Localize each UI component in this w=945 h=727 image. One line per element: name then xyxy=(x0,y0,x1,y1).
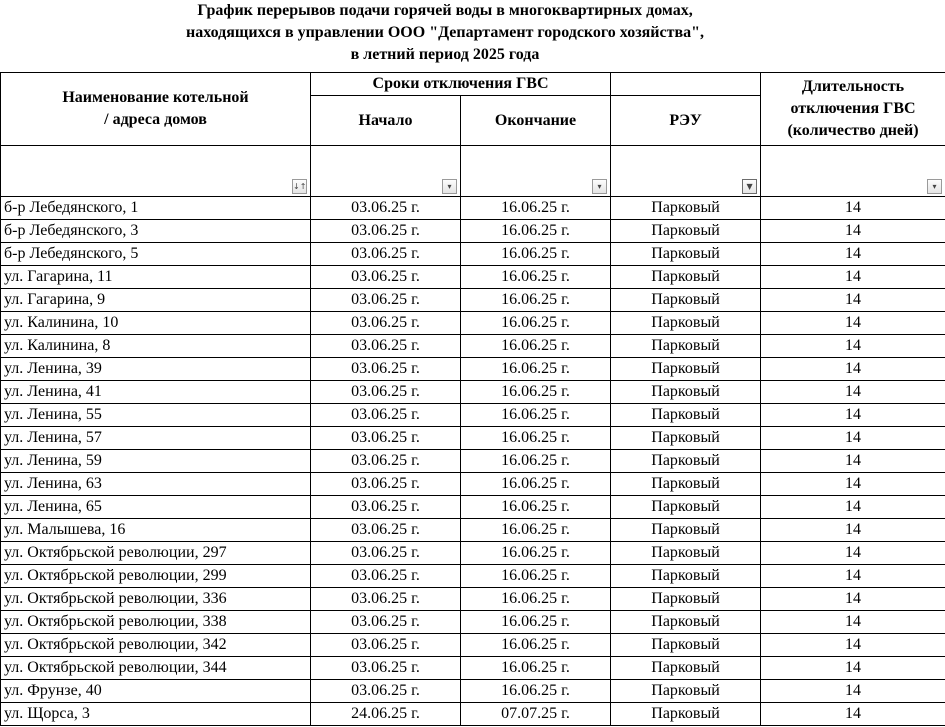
duration-cell[interactable]: 14 xyxy=(761,450,945,473)
table-row xyxy=(1,496,945,519)
table-row xyxy=(1,611,945,634)
start-date-cell[interactable]: 03.06.25 г. xyxy=(311,197,461,220)
address-cell[interactable]: ул. Ленина, 63 xyxy=(1,473,311,496)
address-cell[interactable]: ул. Октябрьской революции, 336 xyxy=(1,588,311,611)
address-cell[interactable]: ул. Гагарина, 11 xyxy=(1,266,311,289)
start-date-cell[interactable]: 03.06.25 г. xyxy=(311,657,461,680)
end-date-cell[interactable]: 16.06.25 г. xyxy=(461,381,611,404)
end-date-cell[interactable]: 16.06.25 г. xyxy=(461,588,611,611)
reu-cell[interactable]: Парковый xyxy=(611,197,761,220)
address-cell[interactable]: ул. Октябрьской революции, 297 xyxy=(1,542,311,565)
reu-cell[interactable]: Парковый xyxy=(611,266,761,289)
header-reu-top xyxy=(611,73,761,96)
title-line-1: График перерывов подачи горячей воды в многоквартирных домах, xyxy=(197,2,693,19)
start-date-cell[interactable]: 03.06.25 г. xyxy=(311,473,461,496)
end-date-cell[interactable]: 16.06.25 г. xyxy=(461,473,611,496)
header-address xyxy=(1,73,311,146)
table-row xyxy=(1,657,945,680)
table-row xyxy=(1,381,945,404)
start-date-cell[interactable]: 03.06.25 г. xyxy=(311,220,461,243)
filter-row xyxy=(1,146,945,197)
start-date-cell[interactable]: 03.06.25 г. xyxy=(311,611,461,634)
reu-cell[interactable]: Парковый xyxy=(611,220,761,243)
reu-cell[interactable]: Парковый xyxy=(611,427,761,450)
table-row xyxy=(1,450,945,473)
header-period: Сроки отключения ГВС xyxy=(311,73,611,96)
address-cell[interactable]: ул. Ленина, 55 xyxy=(1,404,311,427)
header-address-label: Наименование котельной / адреса домов xyxy=(62,89,249,128)
reu-cell[interactable]: Парковый xyxy=(611,680,761,703)
address-cell[interactable]: ул. Гагарина, 9 xyxy=(1,289,311,312)
duration-cell[interactable]: 14 xyxy=(761,703,945,726)
duration-cell[interactable]: 14 xyxy=(761,266,945,289)
end-date-cell[interactable]: 16.06.25 г. xyxy=(461,335,611,358)
end-date-cell[interactable]: 16.06.25 г. xyxy=(461,496,611,519)
end-date-cell[interactable]: 07.07.25 г. xyxy=(461,703,611,726)
table-row xyxy=(1,266,945,289)
header-duration-label: Длительность отключения ГВС (количество дней) xyxy=(787,78,919,139)
duration-cell[interactable]: 14 xyxy=(761,335,945,358)
end-date-cell[interactable]: 16.06.25 г. xyxy=(461,634,611,657)
duration-cell[interactable]: 14 xyxy=(761,289,945,312)
reu-cell[interactable]: Парковый xyxy=(611,404,761,427)
duration-cell[interactable]: 14 xyxy=(761,358,945,381)
filter-cell-address xyxy=(1,146,311,197)
duration-cell[interactable]: 14 xyxy=(761,565,945,588)
title-line-3: в летний период 2025 года xyxy=(350,46,540,63)
reu-cell[interactable]: Парковый xyxy=(611,381,761,404)
end-date-cell[interactable]: 16.06.25 г. xyxy=(461,312,611,335)
start-date-cell[interactable]: 03.06.25 г. xyxy=(311,266,461,289)
table-row xyxy=(1,289,945,312)
table-row xyxy=(1,473,945,496)
end-date-cell[interactable]: 16.06.25 г. xyxy=(461,243,611,266)
duration-cell[interactable]: 14 xyxy=(761,220,945,243)
duration-cell[interactable]: 14 xyxy=(761,197,945,220)
table-row xyxy=(1,335,945,358)
address-cell[interactable]: ул. Октябрьской революции, 344 xyxy=(1,657,311,680)
address-cell[interactable]: ул. Ленина, 57 xyxy=(1,427,311,450)
header-start: Начало xyxy=(311,96,461,146)
dropdown-arrow-icon[interactable]: ▾ xyxy=(592,179,607,194)
title-line-2: находящихся в управлении ООО "Департамент городского хозяйства", xyxy=(186,24,704,41)
table-row xyxy=(1,243,945,266)
header-duration xyxy=(761,73,945,146)
end-date-cell[interactable]: 16.06.25 г. xyxy=(461,542,611,565)
end-date-cell[interactable]: 16.06.25 г. xyxy=(461,657,611,680)
start-date-cell[interactable]: 03.06.25 г. xyxy=(311,312,461,335)
duration-cell[interactable]: 14 xyxy=(761,496,945,519)
dropdown-arrow-icon[interactable]: ▾ xyxy=(442,179,457,194)
filter-funnel-icon[interactable]: ▼ xyxy=(742,179,757,194)
address-cell[interactable]: ул. Ленина, 59 xyxy=(1,450,311,473)
start-date-cell[interactable]: 03.06.25 г. xyxy=(311,542,461,565)
start-date-cell[interactable]: 03.06.25 г. xyxy=(311,381,461,404)
address-cell[interactable]: ул. Октябрьской революции, 299 xyxy=(1,565,311,588)
start-date-cell[interactable]: 03.06.25 г. xyxy=(311,680,461,703)
end-date-cell[interactable]: 16.06.25 г. xyxy=(461,519,611,542)
end-date-cell[interactable]: 16.06.25 г. xyxy=(461,197,611,220)
schedule-table xyxy=(0,72,945,726)
end-date-cell[interactable]: 16.06.25 г. xyxy=(461,220,611,243)
duration-cell[interactable]: 14 xyxy=(761,519,945,542)
address-cell[interactable]: ул. Щорса, 3 xyxy=(1,703,311,726)
reu-cell[interactable]: Парковый xyxy=(611,634,761,657)
filter-cell-duration xyxy=(761,146,945,197)
document-title xyxy=(0,0,890,66)
duration-cell[interactable]: 14 xyxy=(761,657,945,680)
start-date-cell[interactable]: 03.06.25 г. xyxy=(311,634,461,657)
duration-cell[interactable]: 14 xyxy=(761,404,945,427)
reu-cell[interactable]: Парковый xyxy=(611,611,761,634)
end-date-cell[interactable]: 16.06.25 г. xyxy=(461,289,611,312)
reu-cell[interactable]: Парковый xyxy=(611,542,761,565)
reu-cell[interactable]: Парковый xyxy=(611,450,761,473)
duration-cell[interactable]: 14 xyxy=(761,473,945,496)
table-row xyxy=(1,519,945,542)
duration-cell[interactable]: 14 xyxy=(761,542,945,565)
address-cell[interactable]: ул. Октябрьской революции, 342 xyxy=(1,634,311,657)
duration-cell[interactable]: 14 xyxy=(761,243,945,266)
filter-cell-end xyxy=(461,146,611,197)
address-cell[interactable]: ул. Калинина, 10 xyxy=(1,312,311,335)
address-cell[interactable]: ул. Малышева, 16 xyxy=(1,519,311,542)
reu-cell[interactable]: Парковый xyxy=(611,335,761,358)
filter-cell-start xyxy=(311,146,461,197)
reu-cell[interactable]: Парковый xyxy=(611,519,761,542)
table-row xyxy=(1,220,945,243)
table-body xyxy=(1,197,945,726)
table-row xyxy=(1,588,945,611)
reu-cell[interactable]: Парковый xyxy=(611,703,761,726)
reu-cell[interactable]: Парковый xyxy=(611,565,761,588)
reu-cell[interactable]: Парковый xyxy=(611,289,761,312)
duration-cell[interactable]: 14 xyxy=(761,312,945,335)
address-cell[interactable]: ул. Ленина, 39 xyxy=(1,358,311,381)
start-date-cell[interactable]: 03.06.25 г. xyxy=(311,450,461,473)
end-date-cell[interactable]: 16.06.25 г. xyxy=(461,680,611,703)
dropdown-arrow-icon[interactable]: ▾ xyxy=(927,179,942,194)
duration-cell[interactable]: 14 xyxy=(761,611,945,634)
end-date-cell[interactable]: 16.06.25 г. xyxy=(461,266,611,289)
end-date-cell[interactable]: 16.06.25 г. xyxy=(461,427,611,450)
reu-cell[interactable]: Парковый xyxy=(611,657,761,680)
start-date-cell[interactable]: 03.06.25 г. xyxy=(311,243,461,266)
reu-cell[interactable]: Парковый xyxy=(611,588,761,611)
address-cell[interactable]: б-р Лебедянского, 1 xyxy=(1,197,311,220)
start-date-cell[interactable]: 03.06.25 г. xyxy=(311,358,461,381)
end-date-cell[interactable]: 16.06.25 г. xyxy=(461,565,611,588)
start-date-cell[interactable]: 03.06.25 г. xyxy=(311,289,461,312)
duration-cell[interactable]: 14 xyxy=(761,680,945,703)
start-date-cell[interactable]: 03.06.25 г. xyxy=(311,496,461,519)
duration-cell[interactable]: 14 xyxy=(761,588,945,611)
end-date-cell[interactable]: 16.06.25 г. xyxy=(461,450,611,473)
filter-cell-reu xyxy=(611,146,761,197)
table-row xyxy=(1,427,945,450)
table-row xyxy=(1,197,945,220)
address-cell[interactable]: ул. Октябрьской революции, 338 xyxy=(1,611,311,634)
address-cell[interactable]: б-р Лебедянского, 5 xyxy=(1,243,311,266)
start-date-cell[interactable]: 03.06.25 г. xyxy=(311,404,461,427)
address-cell[interactable]: ул. Ленина, 41 xyxy=(1,381,311,404)
duration-cell[interactable]: 14 xyxy=(761,381,945,404)
table-row xyxy=(1,565,945,588)
header-end: Окончание xyxy=(461,96,611,146)
start-date-cell[interactable]: 03.06.25 г. xyxy=(311,427,461,450)
address-cell[interactable]: ул. Калинина, 8 xyxy=(1,335,311,358)
start-date-cell[interactable]: 03.06.25 г. xyxy=(311,335,461,358)
start-date-cell[interactable]: 03.06.25 г. xyxy=(311,565,461,588)
sort-filter-icon[interactable]: ↓↑ xyxy=(292,179,307,194)
reu-cell[interactable]: Парковый xyxy=(611,312,761,335)
end-date-cell[interactable]: 16.06.25 г. xyxy=(461,404,611,427)
address-cell[interactable]: ул. Ленина, 65 xyxy=(1,496,311,519)
table-row xyxy=(1,312,945,335)
header-reu: РЭУ xyxy=(611,96,761,146)
start-date-cell[interactable]: 03.06.25 г. xyxy=(311,588,461,611)
reu-cell[interactable]: Парковый xyxy=(611,496,761,519)
duration-cell[interactable]: 14 xyxy=(761,634,945,657)
table-row xyxy=(1,703,945,726)
address-cell[interactable]: ул. Фрунзе, 40 xyxy=(1,680,311,703)
table-row xyxy=(1,680,945,703)
reu-cell[interactable]: Парковый xyxy=(611,473,761,496)
address-cell[interactable]: б-р Лебедянского, 3 xyxy=(1,220,311,243)
start-date-cell[interactable]: 24.06.25 г. xyxy=(311,703,461,726)
end-date-cell[interactable]: 16.06.25 г. xyxy=(461,358,611,381)
duration-cell[interactable]: 14 xyxy=(761,427,945,450)
end-date-cell[interactable]: 16.06.25 г. xyxy=(461,611,611,634)
reu-cell[interactable]: Парковый xyxy=(611,243,761,266)
start-date-cell[interactable]: 03.06.25 г. xyxy=(311,519,461,542)
reu-cell[interactable]: Парковый xyxy=(611,358,761,381)
table-row xyxy=(1,404,945,427)
table-row xyxy=(1,634,945,657)
table-row xyxy=(1,542,945,565)
table-row xyxy=(1,358,945,381)
